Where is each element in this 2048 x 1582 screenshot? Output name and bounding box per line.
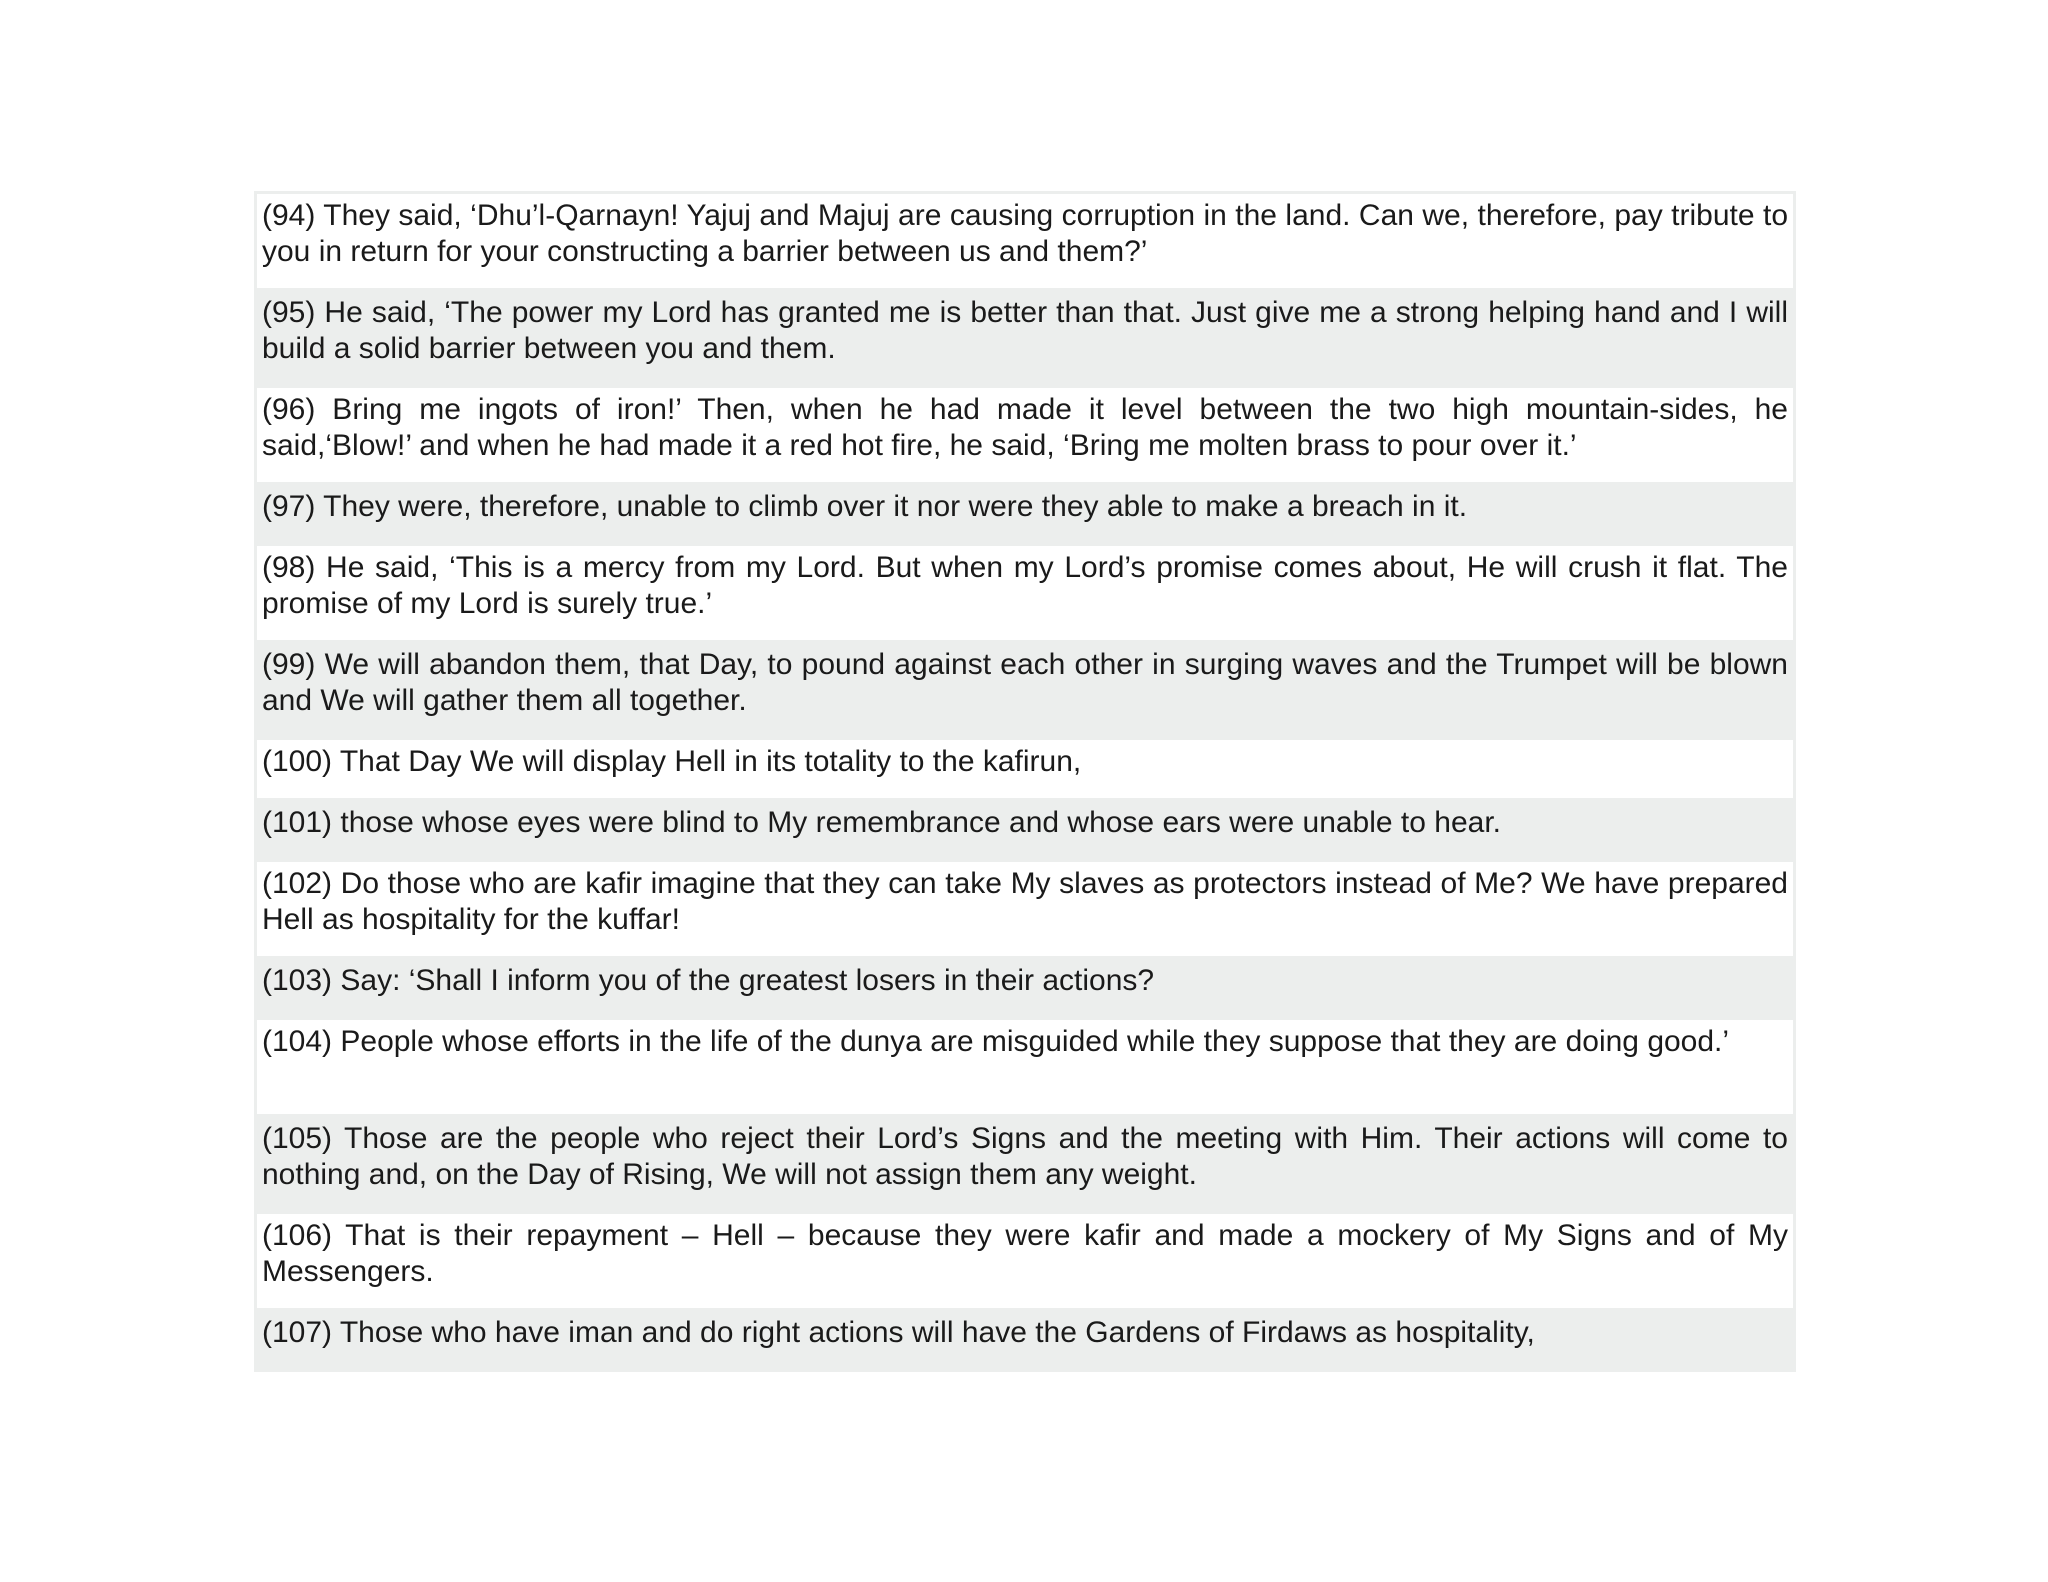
- verse-row-100: (100) That Day We will display Hell in its totality to the kafirun,: [257, 740, 1793, 798]
- verse-row-98: (98) He said, ‘This is a mercy from my Lord. But when my Lord’s promise comes about, He will crush it flat. The promise of my Lord is surely true.’: [257, 546, 1793, 640]
- verse-row-95: (95) He said, ‘The power my Lord has granted me is better than that. Just give me a strong helping hand and I will build a solid barrier between you and them.: [257, 291, 1793, 385]
- verse-row-107: (107) Those who have iman and do right actions will have the Gardens of Firdaws as hospitality,: [257, 1311, 1793, 1369]
- verse-table: [254, 191, 1796, 1372]
- verse-row-105: (105) Those are the people who reject their Lord’s Signs and the meeting with Him. Their actions will come to nothing and, on the Day of Rising, We will not assign them any weight.: [257, 1117, 1793, 1211]
- verse-row-103: (103) Say: ‘Shall I inform you of the greatest losers in their actions?: [257, 959, 1793, 1017]
- verse-row-106: (106) That is their repayment – Hell – because they were kafir and made a mockery of My Signs and of My Messengers.: [257, 1214, 1793, 1308]
- verse-row-94: (94) They said, ‘Dhu’l-Qarnayn! Yajuj and Majuj are causing corruption in the land. Can we, therefore, pay tribute to you in return for your constructing a barrier between us and them?’: [257, 194, 1793, 288]
- verse-row-101: (101) those whose eyes were blind to My remembrance and whose ears were unable to hear.: [257, 801, 1793, 859]
- verse-row-97: (97) They were, therefore, unable to climb over it nor were they able to make a breach in it.: [257, 485, 1793, 543]
- verse-row-102: (102) Do those who are kafir imagine that they can take My slaves as protectors instead of Me? We have prepared Hell as hospitality for the kuffar!: [257, 862, 1793, 956]
- verse-row-104: (104) People whose efforts in the life of the dunya are misguided while they suppose that they are doing good.’: [257, 1020, 1793, 1114]
- verse-row-96: (96) Bring me ingots of iron!’ Then, when he had made it level between the two high mountain-sides, he said,‘Blow!’ and when he had made it a red hot fire, he said, ‘Bring me molten brass to pour over it.’: [257, 388, 1793, 482]
- verse-row-99: (99) We will abandon them, that Day, to pound against each other in surging waves and the Trumpet will be blown and We will gather them all together.: [257, 643, 1793, 737]
